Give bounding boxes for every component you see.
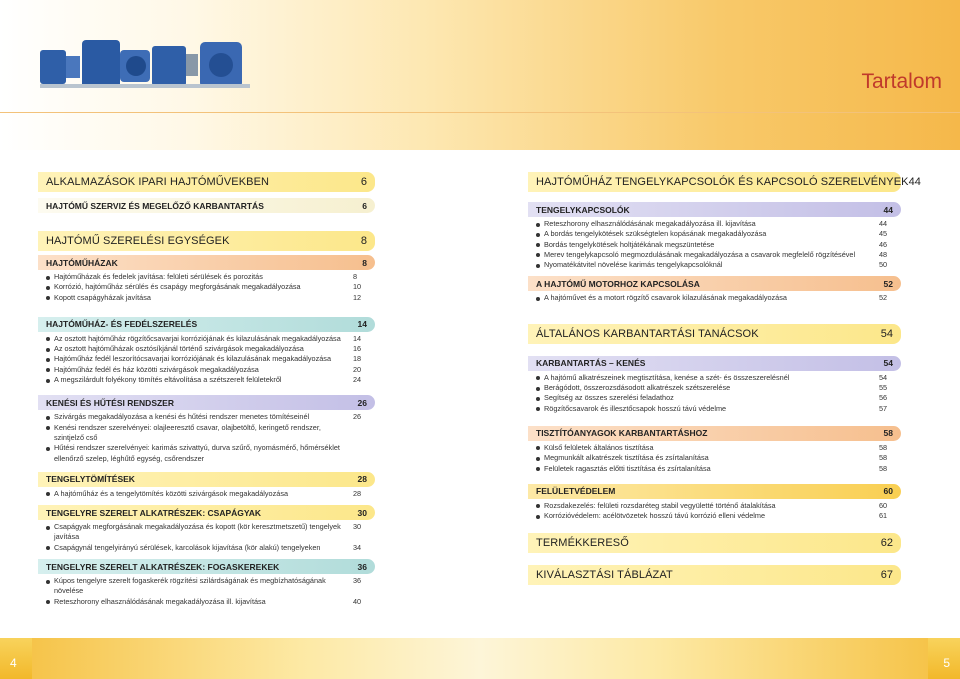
toc-entry-page: 48 [879,249,888,259]
gearbox-photo [40,28,250,100]
toc-entry-page: 26 [353,412,362,422]
toc-entry[interactable] [536,393,901,403]
toc-section-heading[interactable] [38,198,375,213]
toc-section-page: 8 [362,257,367,268]
toc-section-title: TENGELYRE SZERELT ALKATRÉSZEK: FOGASKEREKEK [46,561,280,572]
toc-entry[interactable] [46,375,375,385]
toc-entry[interactable] [536,250,901,260]
toc-entry-list [528,441,901,474]
toc-entry-page: 24 [353,375,362,385]
toc-entry-text: Rozsdakezelés: felületi rozsdaréteg stabil vegyületté történő átalakítása [544,500,776,510]
toc-section-heading[interactable] [38,505,375,520]
toc-entry[interactable] [46,334,375,344]
toc-entry-text: A hajtómű alkatrészeinek megtisztítása, kenése a szét- és összeszerelésnél [544,372,790,382]
toc-section-heading[interactable] [38,472,375,487]
toc-entry-page [353,433,375,443]
toc-entry-page: 12 [353,292,362,302]
toc-entry-page: 45 [879,229,888,239]
toc-entry-text: Kenési rendszer szerelvényei: olajleeresztő csavar, olajbetöltő, keringető rendszer, [54,422,321,432]
toc-entry-page: 34 [353,542,362,552]
toc-section-heading[interactable] [528,356,901,371]
page-number-right-label: 5 [943,656,950,670]
footer-band-left [32,638,480,679]
toc-section-page: 28 [357,474,367,485]
toc-section [38,231,375,251]
page-title: Tartalom [861,70,942,93]
toc-section-title: TENGELYTÖMÍTÉSEK [46,474,135,485]
toc-section-heading[interactable] [38,255,375,270]
toc-entry-text: Az osztott hajtóműházak osztósíkjánál történő szivárgások megakadályozása [54,344,304,354]
toc-section-page: 6 [362,200,367,211]
toc-entry-list [38,520,375,553]
page-number-right [928,638,960,679]
toc-section-title: KARBANTARTÁS – KENÉS [536,358,646,369]
toc-section-heading[interactable] [528,533,901,553]
toc-section-page: 36 [357,561,367,572]
toc-entry[interactable] [536,293,901,303]
toc-section [38,472,375,499]
toc-entry-text: ellenőrző szelep, léghűtő egység, csőrendszer [54,453,205,463]
toc-entry-page: 55 [879,383,888,393]
toc-section-page: 44 [883,204,893,215]
toc-section-title: A HAJTÓMŰ MOTORHOZ KAPCSOLÁSA [536,278,700,289]
toc-entry-text: A hajtóművet és a motort rögzítő csavarok kilazulásának megakadályozása [544,293,787,303]
toc-section-heading[interactable] [38,231,375,251]
toc-section [528,533,901,553]
toc-entry-text: Megmunkált alkatrészek tisztítása és zsírtalanítása [544,453,709,463]
toc-section-title: KENÉSI ÉS HŰTÉSI RENDSZER [46,397,174,408]
toc-entry-page: 28 [353,488,362,498]
toc-entry-text: Külső felületek általános tisztítása [544,442,654,452]
toc-entry-text: Csapágynál tengelyirányú sérülések, karcolások kijavítása (kör alakú) tengelyeken [54,542,321,552]
toc-entry-text: Rögzítőcsavarok és illesztőcsapok hosszú távú védelme [544,403,727,413]
toc-section-title: KIVÁLASZTÁSI TÁBLÁZAT [536,569,673,582]
toc-section-heading[interactable] [528,172,921,192]
toc-entry[interactable] [536,501,901,511]
toc-section [528,202,901,270]
toc-section-page: 26 [357,397,367,408]
page-number-left [0,638,32,679]
toc-entry-page: 16 [353,344,362,354]
toc-entry[interactable] [536,453,901,463]
toc-entry[interactable] [46,293,375,303]
toc-section [528,565,901,585]
toc-section [38,317,375,385]
toc-section-heading[interactable] [528,426,901,441]
toc-entry-text: Szivárgás megakadályozása a kenési és hűtési rendszer menetes tömítéseinél [54,412,310,422]
toc-entry-page: 58 [879,442,888,452]
toc-section-title: HAJTÓMŰHÁZAK [46,257,118,268]
toc-entry-page [353,454,375,464]
toc-entry[interactable] [46,489,375,499]
toc-section-page: 62 [880,537,893,550]
toc-section [38,395,375,463]
toc-entry[interactable] [46,597,375,607]
toc-section-heading[interactable] [38,172,375,192]
toc-entry-text: A megszilárdult folyékony tömítés eltávolítása a szétszerelt felületekről [54,375,282,385]
toc-entry-text: Hűtési rendszer szerelvényei: karimás szivattyú, durva szűrő, nyomásmérő, hőmérséklet [54,443,340,453]
toc-section-title: HAJTÓMŰ SZERELÉSI EGYSÉGEK [46,235,230,247]
toc-entry[interactable] [536,443,901,453]
toc-section-page: 30 [357,507,367,518]
toc-section [38,505,375,553]
toc-entry-page: 30 [353,522,362,532]
toc-entry[interactable] [536,240,901,250]
toc-entry-page: 14 [353,333,362,343]
toc-section-title: HAJTÓMŰHÁZ TENGELYKAPCSOLÓK ÉS KAPCSOLÓ SZERELVÉNYEK [536,176,909,188]
toc-section [38,255,375,303]
toc-section-page: 54 [883,358,893,369]
toc-entry[interactable] [46,272,375,282]
toc-entry[interactable] [46,412,375,422]
toc-section-page: 6 [360,176,367,188]
toc-section-heading[interactable] [528,276,901,291]
toc-entry[interactable] [536,464,901,474]
toc-entry-list [38,270,375,303]
toc-entry-text: Merev tengelykapcsoló megmozdulásának megakadályozása a csavarok megfelelő rögzítésével [544,249,856,259]
toc-entry-page: 56 [879,393,888,403]
toc-section-heading[interactable] [38,317,375,332]
toc-entry-text: szintjelző cső [54,432,98,442]
toc-entry-text: A bordás tengelykötések szükségtelen kopásának megakadályozása [544,229,767,239]
banner-divider [0,112,960,113]
toc-entry-page: 18 [353,354,362,364]
toc-section [38,198,375,213]
toc-section-page: 54 [880,327,893,340]
footer-band-right [480,638,928,679]
toc-section-page: 44 [908,176,921,188]
toc-section-title: HAJTÓMŰHÁZ- ÉS FEDÉLSZERELÉS [46,319,198,330]
toc-entry-list [528,217,901,270]
toc-entry-text: A hajtóműház és a tengelytömítés közötti szivárgások megakadályozása [54,488,289,498]
toc-entry-page: 8 [353,272,358,281]
toc-entry-list [38,410,375,463]
toc-section-heading[interactable] [528,484,901,499]
toc-section-page: 60 [883,486,893,497]
toc-section-heading[interactable] [38,395,375,410]
toc-section-page: 14 [357,319,367,330]
toc-entry-text: Hajtóműház fedél leszorítócsavarjai korróziójának és kilazulásának megakadályozása [54,354,332,364]
page-number-left-label: 4 [10,656,17,670]
toc-entry-text: Segítség az összes szerelési feladathoz [544,393,674,403]
toc-entry-text: Berágódott, összerozsdásodott alkatrészek szétszerelése [544,383,731,393]
toc-section [38,559,375,607]
toc-section [528,356,901,414]
toc-entry-text: Nyomatékátvitel növelése karimás tengelykapcsolóknál [544,260,723,270]
toc-entry-page: 58 [879,463,888,473]
toc-entry[interactable] [46,543,375,553]
toc-section-page: 52 [883,278,893,289]
toc-entry-page: 36 [353,576,362,586]
toc-entry-list [38,487,375,499]
left-column [38,172,375,607]
toc-entry-text: Korrózió, hajtóműház sérülés és csapágy megforgásának megakadályozása [54,282,301,292]
toc-section-title: TENGELYKAPCSOLÓK [536,204,630,215]
toc-section-title: ÁLTALÁNOS KARBANTARTÁSI TANÁCSOK [536,327,759,340]
toc-entry-page: 20 [353,364,362,374]
toc-entry[interactable] [536,219,901,229]
toc-entry-text: Kopott csapágyházak javítása [54,292,151,302]
toc-entry[interactable] [46,454,375,464]
toc-entry[interactable] [536,404,901,414]
toc-section-page: 58 [883,428,893,439]
toc-entry-page: 57 [879,403,888,413]
toc-section-heading[interactable] [528,324,901,344]
toc-section [528,172,921,192]
toc-section-heading[interactable] [528,202,901,217]
toc-entry-page: 61 [879,511,888,521]
toc-entry-list [38,574,375,607]
toc-entry[interactable] [536,229,901,239]
toc-section-title: TENGELYRE SZERELT ALKATRÉSZEK: CSAPÁGYAK [46,507,262,518]
toc-section-heading[interactable] [38,559,375,574]
toc-entry-text: Bordás tengelykötések holtjátékának megszüntetése [544,239,715,249]
toc-entry-text: Felületek ragasztás előtti tisztítása és zsírtalanítása [544,463,711,473]
toc-entry-text: Korrózióvédelem: acélötvözetek hosszú távú korrózió elleni védelme [544,511,766,521]
toc-section [528,484,901,522]
toc-entry[interactable] [46,354,375,364]
toc-entry-list [528,291,901,303]
toc-entry-text: Az osztott hajtóműház rögzítőcsavarjai korróziójának és kilazulásának megakadályozása [54,333,341,343]
toc-entry[interactable] [536,260,901,270]
toc-entry-list [528,499,901,522]
toc-entry[interactable] [46,443,375,453]
toc-entry-page: 54 [879,372,888,382]
toc-entry-page: 50 [879,260,888,270]
toc-entry-page: 60 [879,500,888,510]
toc-section [38,172,375,192]
toc-entry[interactable] [46,423,375,433]
toc-entry-page: 10 [353,282,362,292]
toc-entry[interactable] [46,282,375,292]
toc-entry-page [353,423,375,433]
toc-section-heading[interactable] [528,565,901,585]
toc-section-title: HAJTÓMŰ SZERVIZ ÉS MEGELŐZŐ KARBANTARTÁS [46,200,264,211]
toc-section-title: FELÜLETVÉDELEM [536,486,616,497]
toc-entry-page [353,443,375,453]
toc-entry[interactable] [536,383,901,393]
header-banner [0,0,960,150]
toc-entry[interactable] [46,433,375,443]
toc-section-page: 67 [880,569,893,582]
right-column [528,172,921,585]
toc-entry-text: Kúpos tengelyre szerelt fogaskerék rögzítési szilárdságának és megbízhatóságának növelése [54,576,326,596]
toc-entry[interactable] [536,511,901,521]
toc-entry-text: Hajtóműházak és fedelek javítása: felületi sérülések és porozitás [54,272,263,281]
toc-entry-page: 52 [879,293,888,303]
toc-entry-list [528,371,901,414]
toc-entry-page: 44 [879,219,888,228]
toc-entry-text: Reteszhorony elhasználódásának megakadályozása ill. kijavítása [544,219,756,228]
toc-entry-text: Csapágyak megforgásának megakadályozása és kopott (kör keresztmetszetű) tengelyek javítása [54,522,341,542]
toc-entry[interactable] [46,576,375,597]
toc-section-title: TISZTÍTÓANYAGOK KARBANTARTÁSHOZ [536,428,708,439]
toc-section [528,276,901,303]
toc-entry[interactable] [46,522,375,543]
toc-section-title: TERMÉKKERESŐ [536,537,629,550]
toc-entry-text: Reteszhorony elhasználódásának megakadályozása ill. kijavítása [54,596,266,606]
toc-entry-page: 40 [353,596,362,606]
toc-section-page: 8 [360,235,367,247]
toc-section-title: ALKALMAZÁSOK IPARI HAJTÓMŰVEKBEN [46,176,270,188]
toc-entry-list [38,332,375,385]
toc-entry-page: 46 [879,239,888,249]
toc-entry[interactable] [46,365,375,375]
toc-entry-text: Hajtóműház fedél és ház közötti szivárgások megakadályozása [54,364,259,374]
toc-section [528,426,901,474]
toc-entry-page: 58 [879,453,888,463]
toc-section [528,324,901,344]
toc-entry[interactable] [46,344,375,354]
toc-entry[interactable] [536,373,901,383]
